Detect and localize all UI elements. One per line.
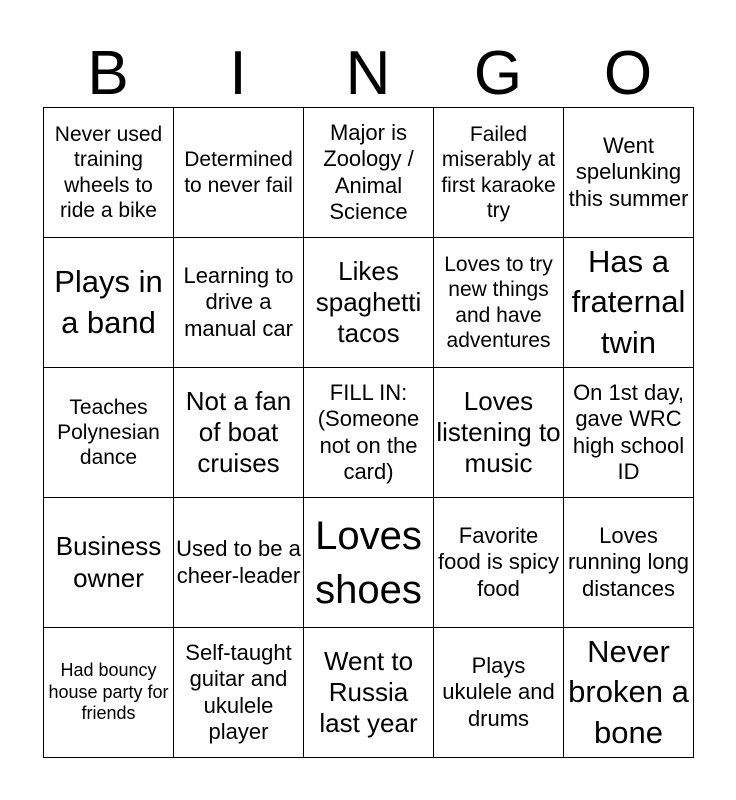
header-letter-n: N [345, 39, 391, 108]
bingo-cell-i2[interactable]: Learning to drive a manual car [174, 238, 304, 368]
bingo-cell-i4[interactable]: Used to be a cheer-leader [174, 498, 304, 628]
bingo-cell-b1[interactable]: Never used training wheels to ride a bike [44, 108, 174, 238]
bingo-cell-g1[interactable]: Failed miserably at first karaoke try [434, 108, 564, 238]
bingo-cell-n5[interactable]: Went to Russia last year [304, 628, 434, 758]
header-letter-g: G [473, 39, 523, 108]
header-letter-o: O [603, 39, 653, 108]
bingo-cell-o3[interactable]: On 1st day, gave WRC high school ID [564, 368, 694, 498]
bingo-cell-b5[interactable]: Had bouncy house party for friends [44, 628, 174, 758]
bingo-cell-b3[interactable]: Teaches Polynesian dance [44, 368, 174, 498]
bingo-cell-g2[interactable]: Loves to try new things and have adventures [434, 238, 564, 368]
bingo-cell-o2[interactable]: Has a fraternal twin [564, 238, 694, 368]
bingo-cell-g4[interactable]: Favorite food is spicy food [434, 498, 564, 628]
bingo-cell-free[interactable]: FILL IN: (Someone not on the card) [304, 368, 434, 498]
bingo-cell-o4[interactable]: Loves running long distances [564, 498, 694, 628]
bingo-cell-o1[interactable]: Went spelunking this summer [564, 108, 694, 238]
bingo-cell-g3[interactable]: Loves listening to music [434, 368, 564, 498]
bingo-cell-b2[interactable]: Plays in a band [44, 238, 174, 368]
bingo-header [43, 39, 693, 108]
bingo-cell-n4[interactable]: Loves shoes [304, 498, 434, 628]
bingo-cell-i1[interactable]: Determined to never fail [174, 108, 304, 238]
bingo-cell-g5[interactable]: Plays ukulele and drums [434, 628, 564, 758]
bingo-cell-i3[interactable]: Not a fan of boat cruises [174, 368, 304, 498]
header-letter-b: B [87, 39, 129, 108]
bingo-cell-i5[interactable]: Self-taught guitar and ukulele player [174, 628, 304, 758]
bingo-grid [43, 107, 694, 758]
bingo-cell-n1[interactable]: Major is Zoology / Animal Science [304, 108, 434, 238]
header-letter-i: I [229, 39, 247, 108]
bingo-cell-b4[interactable]: Business owner [44, 498, 174, 628]
bingo-cell-o5[interactable]: Never broken a bone [564, 628, 694, 758]
bingo-cell-n2[interactable]: Likes spaghetti tacos [304, 238, 434, 368]
